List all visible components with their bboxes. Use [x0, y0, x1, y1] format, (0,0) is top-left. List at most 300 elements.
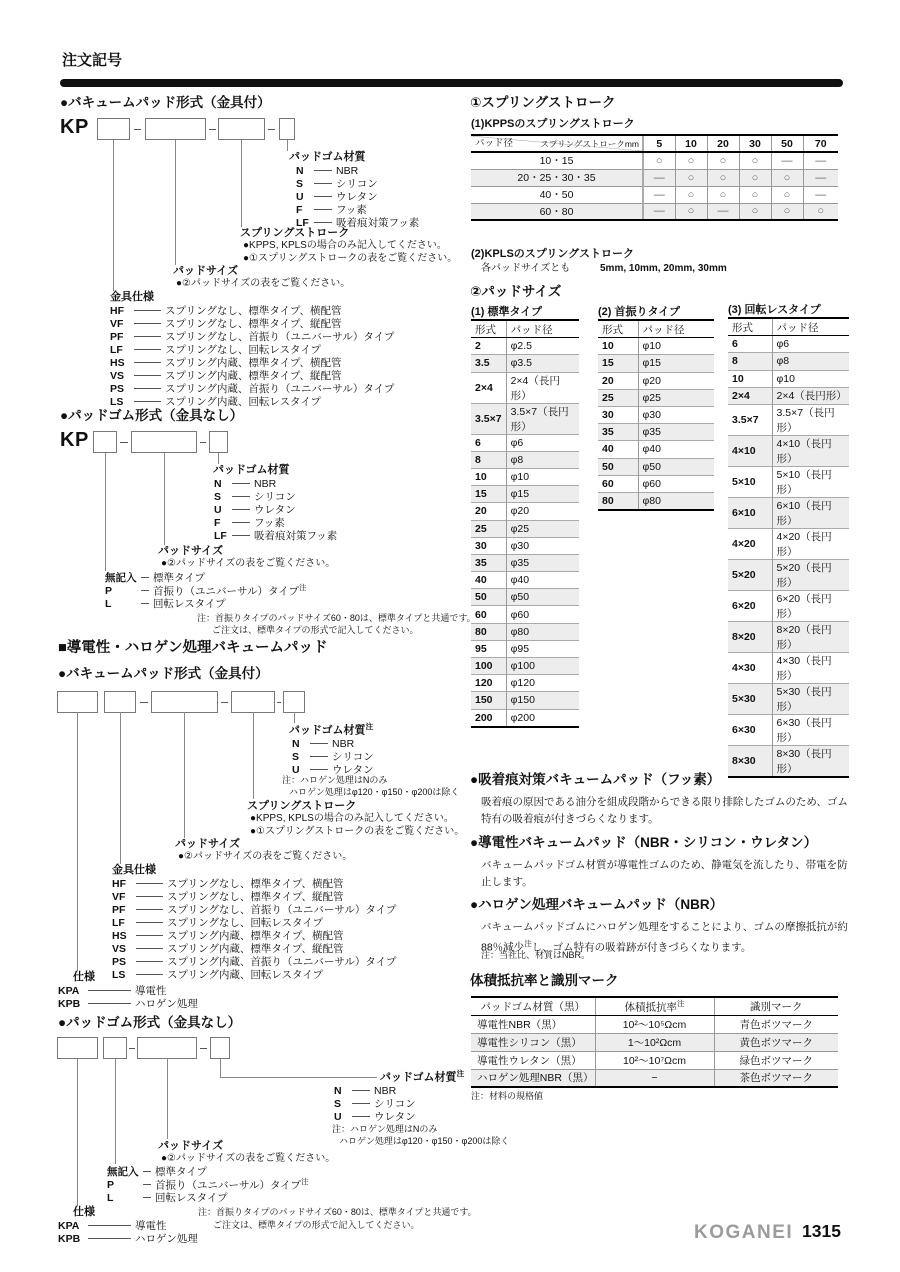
- pad-size-column-header: 形式: [598, 320, 638, 338]
- rubber-material-list: [214, 477, 337, 542]
- order-code-box: [145, 118, 206, 140]
- page-number: 1315: [802, 1221, 841, 1241]
- item-code: S: [296, 177, 304, 190]
- item-label: ウレタン: [254, 504, 296, 516]
- pad-size-cell: φ30: [506, 537, 579, 554]
- resistivity-table: [471, 996, 838, 1088]
- availability-cell: —: [707, 203, 739, 220]
- connector-line: [175, 140, 176, 265]
- item-code: KPA: [58, 984, 80, 997]
- order-code-box: [131, 431, 197, 453]
- item-label: スプリング内蔵、首振り（ユニバーサル）タイプ: [167, 956, 397, 968]
- pad-size-cell: 6×30（長円形）: [772, 714, 849, 745]
- item-code: N: [214, 477, 222, 490]
- availability-cell: ○: [739, 186, 771, 203]
- pad-size-cell: 35: [598, 424, 638, 441]
- rubber-material-title: パッドゴム材質: [289, 151, 366, 163]
- spring-stroke-section-title: ①スプリングストローク: [470, 95, 616, 110]
- pad-size-cell: 8×20: [728, 621, 772, 652]
- pad-size-table: [471, 319, 579, 728]
- feature-body: バキュームパッドゴムにハロゲン処理をすることにより、ゴムの摩擦抵抗が約88％減少$^注$し、ゴム特有の吸着跡が付きづらくなります。: [481, 921, 848, 953]
- connector-line: [120, 712, 121, 864]
- pad-size-cell: 35: [471, 554, 506, 571]
- item-connector-line: [314, 222, 332, 223]
- rubber-material-list: [334, 1084, 416, 1123]
- code-list-item: [58, 1232, 198, 1245]
- pad-table-label: (2) 首振りタイプ: [598, 306, 680, 318]
- pad-size-cell: 50: [598, 458, 638, 475]
- footnote-marker: 注: [677, 999, 685, 1008]
- universal-note: ご注文は、標準タイプの形式で記入してください。: [212, 625, 419, 635]
- table-header-row: [471, 997, 838, 1015]
- pad-size-row: [471, 675, 579, 692]
- item-code: U: [296, 190, 304, 203]
- pad-size-column-header: パッド径: [772, 318, 849, 336]
- availability-cell: ○: [771, 203, 803, 220]
- item-code: N: [292, 737, 300, 750]
- connector-line: [77, 712, 78, 971]
- item-connector-line: [352, 1103, 370, 1104]
- item-code: P: [105, 584, 113, 597]
- item-connector-line: [232, 509, 250, 510]
- availability-cell: ○: [675, 169, 707, 186]
- item-label: シリコン: [332, 751, 374, 763]
- pad-size-cell: φ6: [776, 338, 790, 351]
- pad-size-title: パッドサイズ: [175, 838, 241, 850]
- connector-line: [218, 453, 219, 464]
- resistivity-cell: 10²～10⁵Ωcm: [595, 1015, 714, 1033]
- resistivity-note: 注：材料の規格値: [471, 1091, 544, 1101]
- availability-cell: ○: [739, 152, 771, 169]
- table-header-row: [728, 318, 849, 336]
- pad-size-row: [471, 554, 579, 571]
- pad-size-row: [728, 683, 849, 714]
- item-label: スプリングなし、標準タイプ、縦配管: [167, 891, 344, 903]
- pad-size-cell: 4×20: [728, 528, 772, 559]
- pad-size-cell: 4×30（長円形）: [772, 652, 849, 683]
- pad-size-row: [471, 434, 579, 451]
- kpls-label: (2)KPLSのスプリングストローク: [471, 248, 635, 260]
- pad-size-row: [598, 389, 714, 406]
- pad-size-row: [471, 451, 579, 468]
- code-separator: [209, 129, 216, 130]
- pad-size-row: [728, 621, 849, 652]
- item-connector-line: [310, 756, 328, 757]
- pad-size-cell: φ80: [638, 492, 714, 510]
- code-list-item: [334, 1110, 416, 1123]
- pad-type-list: [105, 571, 306, 610]
- section1-model-prefix: KP: [60, 116, 89, 138]
- item-label: 標準タイプ: [153, 572, 205, 584]
- pad-size-title: パッドサイズ: [158, 545, 224, 557]
- connector-line: [115, 1058, 116, 1164]
- item-code: L: [107, 1191, 114, 1204]
- section4-title: ●パッドゴム形式（金具なし）: [58, 1015, 242, 1030]
- fitting-spec-list: [110, 304, 394, 408]
- resistivity-cell: 黄色ボツマーク: [714, 1033, 838, 1051]
- item-code: 無記入: [105, 572, 137, 584]
- pad-size-cell: φ3.5: [506, 355, 579, 372]
- universal-note: ご注文は、標準タイプの形式で記入してください。: [213, 1220, 420, 1230]
- pad-size-cell: 5×30（長円形）: [772, 683, 849, 714]
- stroke-column-header: 20: [707, 135, 739, 152]
- pad-size-cell: 20: [598, 372, 638, 389]
- availability-cell: —: [643, 169, 675, 186]
- resistivity-cell: 10²～10⁷Ωcm: [595, 1051, 714, 1069]
- pad-size-cell: 10: [471, 468, 506, 485]
- pad-size-cell: φ10: [642, 340, 661, 353]
- rubber-material-title: パッドゴム材質: [213, 464, 290, 476]
- resistivity-cell: 茶色ボツマーク: [714, 1069, 838, 1087]
- pad-size-cell: 8×20（長円形）: [772, 621, 849, 652]
- pad-size-row: [598, 338, 714, 355]
- stroke-table-row: [471, 203, 838, 220]
- pad-size-cell: φ8: [772, 353, 849, 370]
- availability-cell: —: [803, 152, 838, 169]
- pad-size-cell: 60: [598, 475, 638, 492]
- pad-size-cell: 8×30: [728, 745, 772, 777]
- spring-stroke-title: スプリングストローク: [247, 800, 357, 812]
- connector-line: [253, 712, 254, 799]
- item-connector-line: [314, 183, 332, 184]
- item-connector-line: [136, 896, 163, 897]
- pad-size-cell: 60: [471, 606, 506, 623]
- pad-size-row: [471, 572, 579, 589]
- item-code: PS: [112, 955, 127, 968]
- code-separator: [140, 702, 148, 703]
- item-label: シリコン: [374, 1098, 416, 1110]
- item-connector-line: [314, 209, 332, 210]
- item-connector-line: [134, 310, 161, 311]
- stroke-column-header: 30: [739, 135, 771, 152]
- item-connector-line: [88, 1238, 131, 1239]
- code-list-item: [58, 997, 198, 1010]
- item-label: スプリング内蔵、回転レスタイプ: [167, 969, 324, 981]
- pad-size-title: パッドサイズ: [173, 265, 239, 277]
- pad-size-cell: 30: [598, 406, 638, 423]
- feature-note: 注：当社比、材質はNBR。: [481, 950, 591, 960]
- connector-line: [220, 1077, 377, 1078]
- spring-stroke-bullet: ●①スプリングストロークの表をご覧ください。: [250, 826, 465, 837]
- order-code-box: [93, 431, 117, 453]
- availability-cell: ○: [675, 203, 707, 220]
- item-label: ハロゲン処理: [135, 998, 198, 1010]
- stroke-table-row: [471, 169, 838, 186]
- section1-title: ●バキュームパッド形式（金具付）: [60, 95, 271, 110]
- pad-size-cell: φ10: [506, 468, 579, 485]
- spring-stroke-bullet: ●KPPS, KPLSの場合のみ記入してください。: [250, 813, 454, 824]
- item-code: HF: [110, 304, 124, 317]
- item-label: スプリング内蔵、回転レスタイプ: [165, 396, 322, 408]
- pad-size-cell: 4×10: [728, 435, 772, 466]
- availability-cell: ○: [675, 152, 707, 169]
- availability-cell: ○: [707, 169, 739, 186]
- pad-size-row: [728, 353, 849, 370]
- pad-size-row: [598, 458, 714, 475]
- pad-size-cell: 50: [471, 589, 506, 606]
- order-code-box: [151, 691, 218, 713]
- pad-size-row: [471, 372, 579, 403]
- item-label: スプリング内蔵、標準タイプ、縦配管: [165, 370, 342, 382]
- kpps-spring-stroke-table: [471, 134, 838, 221]
- item-label: NBR: [254, 477, 277, 490]
- item-label: スプリングなし、標準タイプ、横配管: [165, 305, 342, 317]
- connector-line: [113, 140, 114, 291]
- feature-body: 吸着痕の原因である油分を組成段階からできる限り排除したゴムのため、ゴム特有の吸着痕が付きづらくなります。: [481, 796, 848, 825]
- section2-title: ●パッドゴム形式（金具なし）: [60, 408, 244, 423]
- item-label: ハロゲン処理: [135, 1233, 198, 1245]
- resistivity-cell: 緑色ボツマーク: [714, 1051, 838, 1069]
- pad-size-row: [471, 338, 579, 355]
- pad-size-cell: 20: [471, 503, 506, 520]
- item-label: スプリング内蔵、標準タイプ、横配管: [165, 357, 342, 369]
- spring-stroke-bullet: ●①スプリングストロークの表をご覧ください。: [243, 253, 458, 264]
- item-code: S: [292, 750, 300, 763]
- item-connector-line: [134, 362, 161, 363]
- kpps-table-label: (1)KPPSのスプリングストローク: [471, 118, 635, 130]
- order-code-box: [57, 691, 98, 713]
- connector-line: [241, 140, 242, 227]
- item-connector-line: [143, 1171, 151, 1172]
- rubber-material-title: パッドゴム材質$^注$: [289, 722, 374, 737]
- section3-title: ●バキュームパッド形式（金具付）: [58, 666, 269, 681]
- order-code-box: [137, 1037, 197, 1059]
- item-connector-line: [141, 603, 149, 604]
- halogen-note: 注：ハロゲン処理はNのみ: [332, 1124, 438, 1134]
- pad-size-row: [471, 503, 579, 520]
- universal-type-table-wrap: [598, 319, 714, 511]
- section3-heading: ■導電性・ハロゲン処理バキュームパッド: [58, 640, 328, 656]
- availability-cell: ○: [675, 186, 707, 203]
- pad-size-cell: 2×4: [471, 372, 506, 403]
- item-connector-line: [352, 1090, 370, 1091]
- availability-cell: —: [643, 203, 675, 220]
- item-code: HF: [112, 877, 126, 890]
- item-code: LF: [112, 916, 125, 929]
- resistivity-row: [471, 1069, 838, 1087]
- item-code: U: [214, 503, 222, 516]
- pad-size-cell: 3.5×7: [728, 404, 772, 435]
- code-separator: [277, 702, 281, 703]
- item-label: スプリングなし、標準タイプ、横配管: [167, 878, 344, 890]
- spec-list: [58, 1219, 198, 1245]
- connector-line: [164, 453, 165, 545]
- order-code-box: [231, 691, 275, 713]
- spec-title: 仕様: [73, 971, 95, 983]
- availability-cell: —: [803, 186, 838, 203]
- pad-size-row: [728, 528, 849, 559]
- pad-size-cell: φ35: [638, 424, 714, 441]
- item-label: 導電性: [135, 985, 167, 997]
- connector-line: [220, 1058, 221, 1077]
- pad-size-cell: 10: [598, 338, 638, 355]
- code-separator: [268, 129, 275, 130]
- pad-size-cell: 5×10（長円形）: [772, 466, 849, 497]
- resistivity-cell: 導電性シリコン（黒）: [471, 1033, 595, 1051]
- pad-size-cell: 6×30: [728, 714, 772, 745]
- pad-table-label: (1) 標準タイプ: [471, 306, 542, 318]
- pad-size-row: [471, 692, 579, 709]
- universal-note: 注：首振りタイプのパッドサイズ60・80は、標準タイプと共通です。: [197, 613, 476, 623]
- pad-size-cell: φ95: [506, 640, 579, 657]
- order-code-box: [103, 1037, 127, 1059]
- pad-size-row: [598, 441, 714, 458]
- feature-title: ●導電性バキュームパッド（NBR・シリコン・ウレタン）: [470, 835, 818, 850]
- item-connector-line: [310, 743, 328, 744]
- pad-size-row: [728, 404, 849, 435]
- pad-size-cell: φ40: [638, 441, 714, 458]
- item-code: F: [214, 516, 221, 529]
- feature-title: ●ハロゲン処理バキュームパッド（NBR）: [470, 897, 724, 912]
- pad-size-row: [471, 709, 579, 727]
- item-connector-line: [232, 535, 250, 536]
- rotationless-type-table-wrap: [728, 317, 849, 778]
- pad-size-cell: 4×10（長円形）: [772, 435, 849, 466]
- pad-size-bullet: ●②パッドサイズの表をご覧ください。: [176, 278, 351, 289]
- header-rule: [60, 79, 843, 87]
- pad-size-cell: φ120: [506, 675, 579, 692]
- rubber-material-list: [296, 164, 419, 229]
- item-label: フッ素: [336, 204, 367, 216]
- item-code: LS: [112, 968, 126, 981]
- item-label: スプリングなし、回転レスタイプ: [165, 344, 322, 356]
- halogen-note: ハロゲン処理はφ120・φ150・φ200は除く: [339, 1136, 510, 1146]
- resistivity-column-header: パッドゴム材質（黒）: [471, 997, 595, 1015]
- pad-diameter-axis-label: パッド径: [475, 138, 514, 149]
- item-code: VS: [110, 369, 125, 382]
- pad-size-row: [471, 640, 579, 657]
- resistivity-cell: 1～10²Ωcm: [595, 1033, 714, 1051]
- pad-size-cell: φ60: [638, 475, 714, 492]
- pad-size-cell: 15: [598, 355, 638, 372]
- item-code: VF: [112, 890, 126, 903]
- item-code: PS: [110, 382, 125, 395]
- stroke-column-header: 5: [643, 135, 675, 152]
- stroke-axis-label: スプリングストロークmm: [540, 139, 639, 149]
- feature-title: ●吸着痕対策バキュームパッド（フッ素）: [470, 772, 721, 787]
- pad-size-cell: 4×30: [728, 652, 772, 683]
- pad-size-cell: φ2.5: [510, 340, 532, 353]
- pad-size-cell: 40: [471, 572, 506, 589]
- pad-size-column-header: パッド径: [638, 320, 714, 338]
- pad-size-row: [728, 336, 849, 353]
- pad-size-row: [728, 435, 849, 466]
- item-code: N: [334, 1084, 342, 1097]
- spring-stroke-title: スプリングストローク: [240, 227, 350, 239]
- item-code: U: [334, 1110, 342, 1123]
- availability-cell: ○: [707, 152, 739, 169]
- pad-size-cell: 3.5×7: [471, 403, 506, 434]
- pad-size-cell: 6×10: [728, 497, 772, 528]
- pad-size-table: [598, 319, 714, 511]
- pad-size-row: [471, 486, 579, 503]
- item-code: N: [296, 164, 304, 177]
- pad-size-column-header: 形式: [471, 320, 506, 338]
- item-connector-line: [134, 375, 161, 376]
- item-connector-line: [314, 170, 332, 171]
- pad-size-title: パッドサイズ: [158, 1140, 224, 1152]
- spec-list: [58, 984, 198, 1010]
- item-code: LF: [110, 343, 123, 356]
- item-label: スプリングなし、標準タイプ、縦配管: [165, 318, 342, 330]
- item-label: ウレタン: [332, 764, 374, 776]
- item-label: ウレタン: [374, 1111, 416, 1123]
- order-code-box: [218, 118, 265, 140]
- pad-size-cell: φ20: [638, 372, 714, 389]
- pad-size-cell: 25: [598, 389, 638, 406]
- footnote-marker: 注: [298, 583, 307, 593]
- code-separator: [200, 442, 206, 443]
- pad-size-cell: 40: [598, 441, 638, 458]
- item-connector-line: [141, 590, 149, 591]
- code-list-item: [107, 1191, 308, 1204]
- pad-size-row: [728, 590, 849, 621]
- pad-size-column-header: 形式: [728, 318, 772, 336]
- item-code: S: [214, 490, 222, 503]
- connector-line: [294, 712, 295, 723]
- resistivity-section-title: 体積抵抗率と識別マーク: [470, 973, 619, 988]
- kpls-strokes: 5mm, 10mm, 20mm, 30mm: [600, 263, 727, 274]
- item-connector-line: [134, 388, 161, 389]
- item-code: KPB: [58, 1232, 81, 1245]
- pad-size-cell: φ50: [638, 458, 714, 475]
- item-code: LF: [214, 529, 227, 542]
- item-code: LS: [110, 395, 124, 408]
- standard-type-table-wrap: [471, 319, 579, 728]
- pad-size-cell: 15: [471, 486, 506, 503]
- availability-cell: ○: [643, 152, 675, 169]
- table-header-row: [471, 320, 579, 338]
- pad-size-cell: 5×20: [728, 559, 772, 590]
- pad-size-row: [598, 492, 714, 510]
- item-code: KPB: [58, 997, 81, 1010]
- pad-size-row: [598, 355, 714, 372]
- pad-size-row: [598, 424, 714, 441]
- pad-size-cell: 5×30: [728, 683, 772, 714]
- item-connector-line: [314, 196, 332, 197]
- page-title: 注文記号: [62, 52, 123, 69]
- resistivity-row: [471, 1015, 838, 1033]
- resistivity-cell: 青色ボツマーク: [714, 1015, 838, 1033]
- pad-size-cell: 120: [471, 675, 506, 692]
- pad-size-column-header: パッド径: [506, 320, 579, 338]
- item-connector-line: [134, 349, 161, 350]
- pad-size-row: [471, 537, 579, 554]
- code-list-item: [112, 968, 396, 981]
- resistivity-column-header: 体積抵抗率$^注$: [595, 997, 714, 1015]
- code-list-item: [110, 395, 394, 408]
- pad-size-row: [728, 497, 849, 528]
- pad-size-row: [471, 520, 579, 537]
- pad-size-cell: 200: [471, 709, 506, 727]
- diagonal-header-cell: [471, 135, 643, 152]
- item-label: スプリング内蔵、標準タイプ、縦配管: [167, 943, 344, 955]
- code-separator: [200, 1048, 207, 1049]
- item-connector-line: [136, 922, 163, 923]
- item-connector-line: [143, 1197, 151, 1198]
- item-connector-line: [232, 496, 250, 497]
- availability-cell: —: [771, 152, 803, 169]
- pad-diameter-cell: 20・25・30・35: [471, 169, 643, 186]
- stroke-column-header: 50: [771, 135, 803, 152]
- item-connector-line: [88, 1225, 131, 1226]
- item-code: VS: [112, 942, 127, 955]
- resistivity-cell: ハロゲン処理NBR（黒）: [471, 1069, 595, 1087]
- code-list-item: [105, 597, 306, 610]
- pad-size-cell: φ15: [638, 355, 714, 372]
- item-connector-line: [232, 483, 250, 484]
- pad-size-cell: φ8: [506, 451, 579, 468]
